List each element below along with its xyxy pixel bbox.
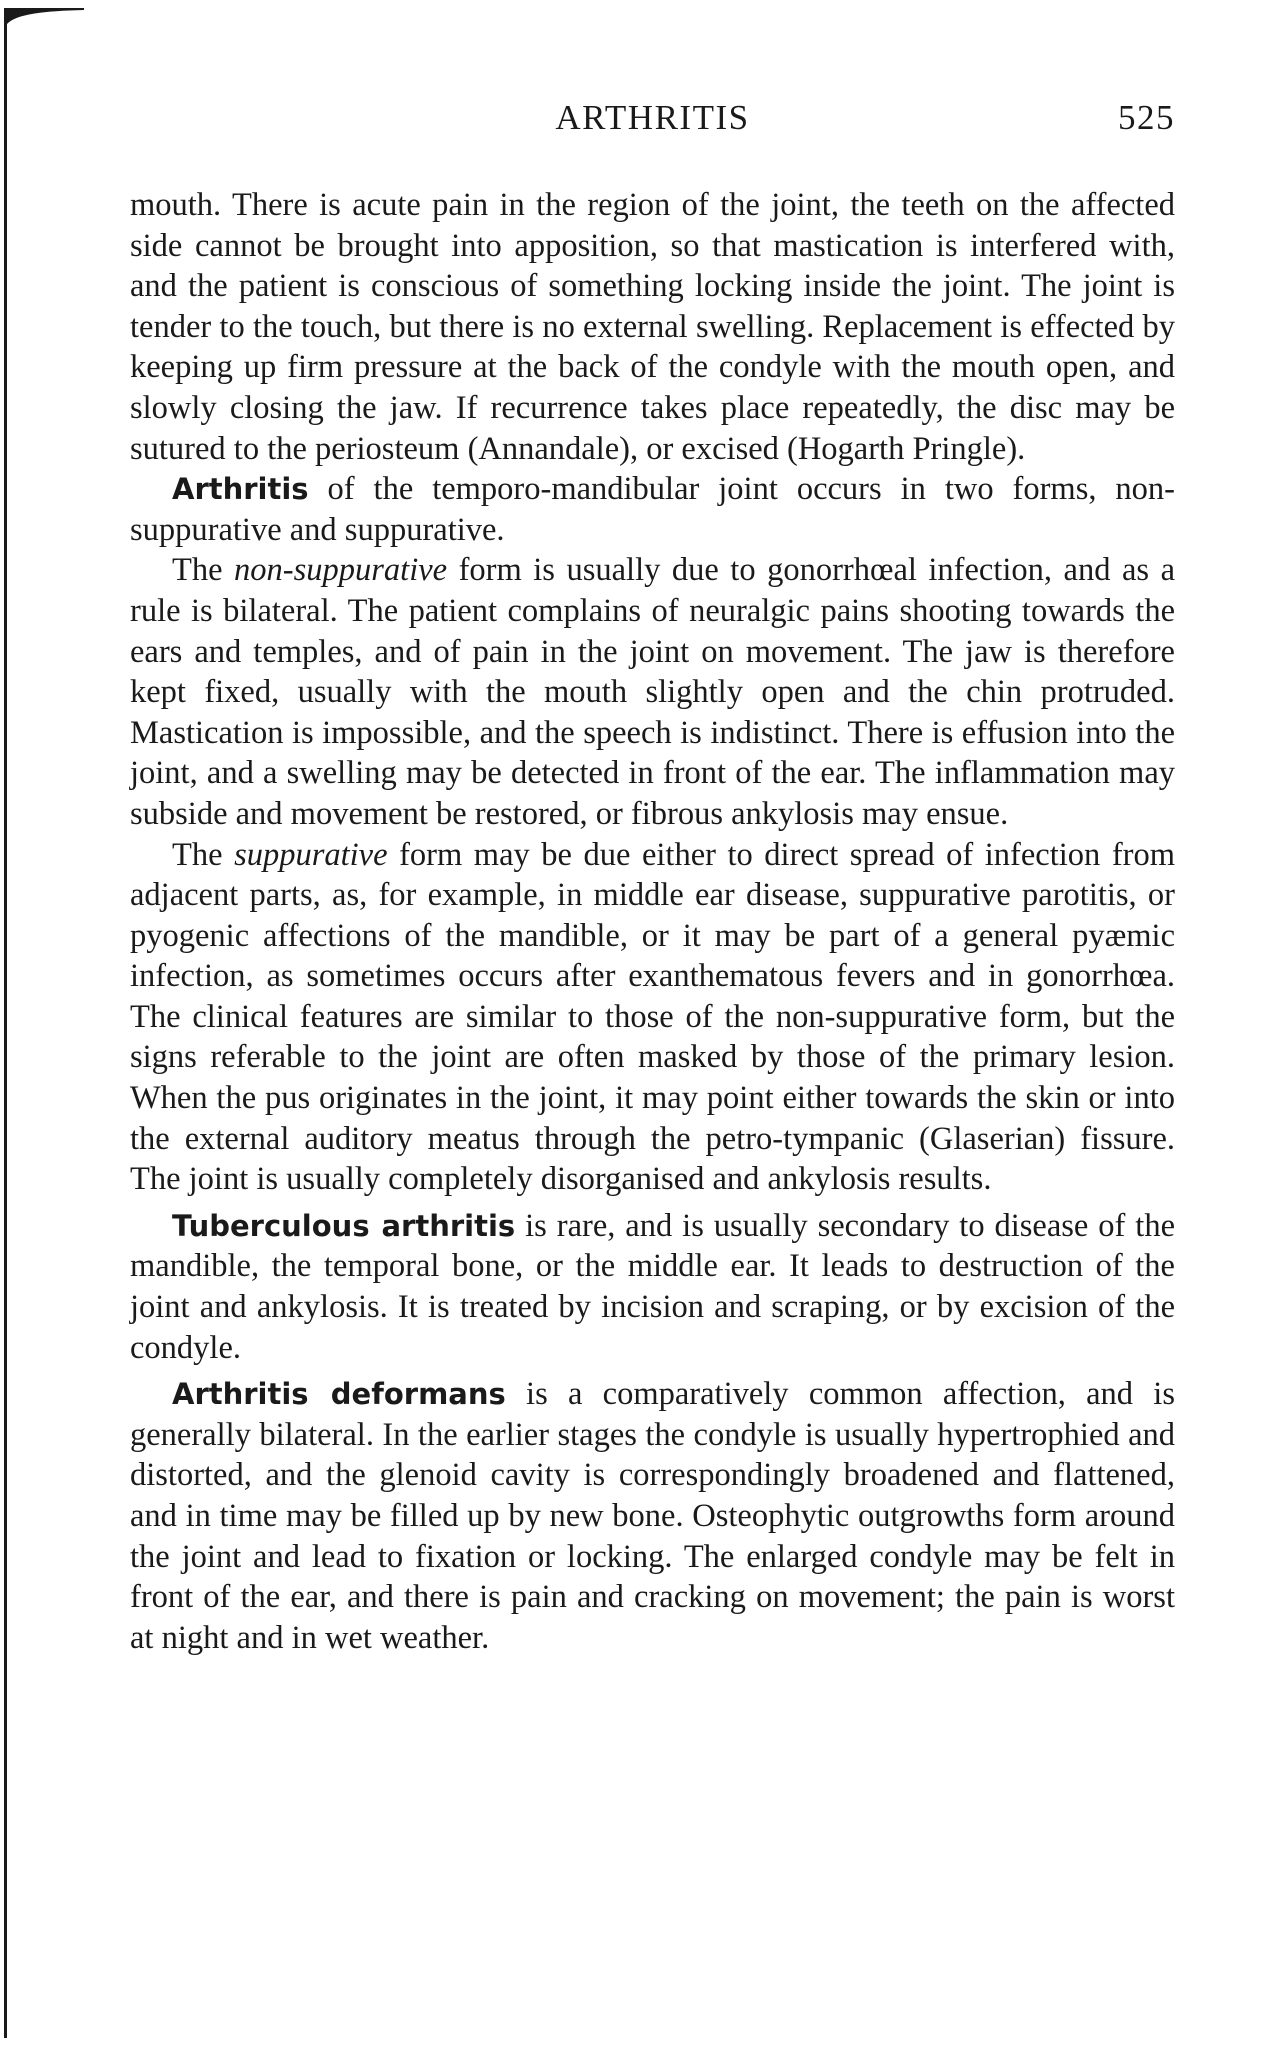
paragraph-text: form is usually due to gonorrhœal infection, and as a rule is bilateral. The patient complains of neuralgic pains shooting towards the ears and temples, and of pain in the joint on movement. The jaw is therefore kept fixed, usually with the mouth slightly open and the chin protruded. Mastication is impossible, and the speech is indistinct. There is effusion into the joint, and a swelling may be detected in front of the ear. The inflammation may subside and movement be restored, or fibrous ankylosis may ensue. <box>130 552 1175 832</box>
page-binding-rule <box>4 8 7 2038</box>
body-text <box>130 185 1175 1658</box>
section-term: Arthritis deformans <box>172 1377 506 1412</box>
running-title: ARTHRITIS <box>555 98 750 137</box>
paragraph-continuation <box>130 185 1175 469</box>
paragraph-prefix: The <box>172 552 235 589</box>
paragraph-text: is rare, and is usually secondary to disease of the mandible, the temporal bone, or the middle ear. It leads to destruction of the joint and ankylosis. It is treated by incision and scraping, or by excision of the condyle. <box>130 1207 1176 1366</box>
paragraph-arthritis <box>130 469 1175 550</box>
section-term: Tuberculous arthritis <box>172 1208 516 1243</box>
paragraph-suppurative <box>130 835 1175 1200</box>
section-term: Arthritis <box>172 472 309 507</box>
paragraph-text: is a comparatively common affection, and is generally bilateral. In the earlier stages the condyle is usually hypertrophied and distorted, and the glenoid cavity is correspondingly broadened and flattened, and in time may be filled up by new bone. Osteophytic outgrowths form around the joint and lead to fixation or locking. The enlarged condyle may be felt in front of the ear, and there is pain and cracking on movement; the pain is worst at night and in wet weather. <box>130 1376 1175 1656</box>
paragraph-text: mouth. There is acute pain in the region of the joint, the teeth on the affected side cannot be brought into apposition, so that mastication is interfered with, and the patient is conscious of something locking inside the joint. The joint is tender to the touch, but there is no external swelling. Replacement is effected by keeping up firm pressure at the back of the condyle with the mouth open, and slowly closing the jaw. If recurrence takes place repeatedly, the disc may be sutured to the periosteum (Annandale), or excised (Hogarth Pringle). <box>130 187 1175 467</box>
paragraph-tuberculous-arthritis <box>130 1206 1175 1368</box>
paragraph-non-suppurative <box>130 550 1175 834</box>
paragraph-text: of the temporo-mandibular joint occurs in two forms, non-suppurative and suppurative. <box>130 471 1175 548</box>
corner-mark <box>4 8 84 24</box>
running-head <box>130 98 1175 144</box>
paragraph-arthritis-deformans <box>130 1374 1175 1658</box>
page-number: 525 <box>1118 98 1175 137</box>
emphasized-term: suppurative <box>234 836 388 873</box>
paragraph-text: form may be due either to direct spread of infection from adjacent parts, as, for example, in middle ear disease, suppurative parotitis, or pyogenic affections of the mandible, or it may be part of a general pyæmic infection, as sometimes occurs after exanthematous fevers and in gonorrhœa. The clinical features are similar to those of the non-suppurative form, but the signs referable to the joint are often masked by those of the primary lesion. When the pus originates in the joint, it may point either towards the skin or into the external auditory meatus through the petro-tympanic (Glaserian) fissure. The joint is usually completely disorganised and ankylosis results. <box>130 836 1176 1198</box>
emphasized-term: non-suppurative <box>234 552 448 589</box>
paragraph-prefix: The <box>172 836 235 873</box>
